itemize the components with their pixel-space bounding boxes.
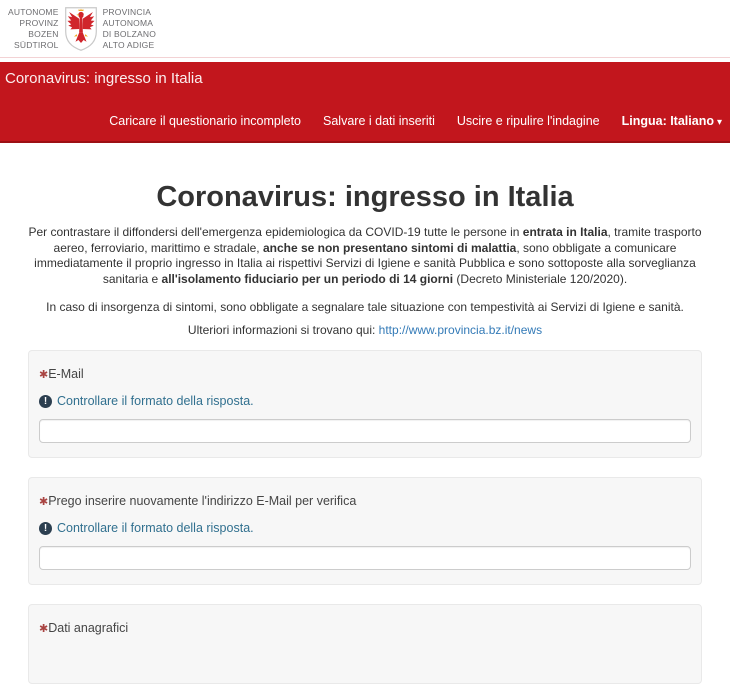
language-dropdown[interactable] bbox=[622, 114, 722, 128]
required-asterisk-icon: ✱ bbox=[39, 623, 49, 635]
logo-line: BOZEN bbox=[28, 28, 59, 39]
intro-text-bold: all'isolamento fiduciario per un periodo di 14 giorni bbox=[161, 271, 454, 286]
intro-text-bold: entrata in Italia bbox=[522, 225, 608, 239]
navbar-links bbox=[109, 114, 722, 128]
required-asterisk-icon: ✱ bbox=[39, 369, 49, 381]
question-tip bbox=[39, 521, 691, 535]
survey-content bbox=[0, 181, 730, 684]
more-info-prefix: Ulteriori informazioni si trovano qui: bbox=[187, 323, 379, 337]
question-label bbox=[39, 494, 691, 508]
question-label bbox=[39, 621, 691, 635]
nav-exit-clear-link[interactable]: Uscire e ripulire l'indagine bbox=[456, 114, 600, 128]
nav-load-unfinished-link[interactable]: Caricare il questionario incompleto bbox=[109, 114, 302, 128]
info-icon: ! bbox=[39, 522, 52, 535]
coat-of-arms-eagle-icon bbox=[64, 6, 98, 52]
provincia-news-link[interactable]: http://www.provincia.bz.it/news bbox=[378, 323, 543, 337]
question-personal-data bbox=[28, 604, 702, 684]
question-label-text: Dati anagrafici bbox=[48, 621, 129, 635]
logo-line: SÜDTIROL bbox=[13, 39, 59, 50]
logo-line: AUTONOME bbox=[8, 6, 59, 17]
logo-line: ALTO ADIGE bbox=[102, 39, 155, 50]
question-tip-text: Controllare il formato della risposta. bbox=[57, 521, 254, 535]
required-asterisk-icon: ✱ bbox=[39, 496, 49, 508]
logo-line: DI BOLZANO bbox=[102, 28, 157, 39]
navbar-brand[interactable]: Coronavirus: ingresso in Italia bbox=[5, 70, 203, 87]
more-info-line bbox=[14, 323, 716, 337]
intro-paragraph bbox=[14, 225, 716, 287]
question-tip bbox=[39, 394, 691, 408]
email-verify-field[interactable] bbox=[39, 546, 691, 570]
nav-save-data-link[interactable]: Salvare i dati inseriti bbox=[323, 114, 435, 128]
question-email bbox=[28, 350, 702, 458]
logo-line: PROVINCIA bbox=[102, 6, 152, 17]
symptoms-note: In caso di insorgenza di sintomi, sono obbligate a segnalare tale situazione con tempestività ai Servizi di Igiene e sanità. bbox=[46, 300, 684, 314]
intro-text-bold: anche se non presentano sintomi di malattia bbox=[262, 240, 517, 255]
logo-line: AUTONOMA bbox=[102, 17, 154, 28]
page-title: Coronavirus: ingresso in Italia bbox=[156, 181, 574, 213]
chevron-down-icon: ▾ bbox=[716, 117, 722, 128]
language-dropdown-label: Lingua: Italiano bbox=[621, 114, 714, 128]
intro-text: , sono obbligate a comunicare immediatamente il proprio ingresso in Italia ai rispettivi Servizi di Igiene e sanità Pubblica e sono sottoposte alla sorveglianza sanitaria e bbox=[34, 240, 696, 286]
question-label-text: Prego inserire nuovamente l'indirizzo E-Mail per verifica bbox=[48, 494, 357, 508]
question-email-verify bbox=[28, 477, 702, 585]
survey-navbar bbox=[0, 62, 730, 143]
question-label bbox=[39, 367, 691, 381]
intro-text: Per contrastare il diffondersi dell'emergenza epidemiologica da COVID-19 tutte le persone in bbox=[28, 225, 523, 239]
site-header bbox=[0, 0, 730, 58]
email-field[interactable] bbox=[39, 419, 691, 443]
logo-text-italian bbox=[103, 7, 156, 51]
info-icon: ! bbox=[39, 395, 52, 408]
intro-text: , tramite trasporto aereo, ferroviario, marittimo e stradale, bbox=[53, 225, 702, 255]
provincia-logo bbox=[8, 6, 156, 52]
logo-line: PROVINZ bbox=[19, 17, 59, 28]
intro-text: (Decreto Ministeriale 120/2020). bbox=[453, 271, 628, 286]
logo-text-german bbox=[8, 7, 59, 51]
question-label-text: E-Mail bbox=[48, 367, 84, 381]
question-tip-text: Controllare il formato della risposta. bbox=[57, 394, 254, 408]
